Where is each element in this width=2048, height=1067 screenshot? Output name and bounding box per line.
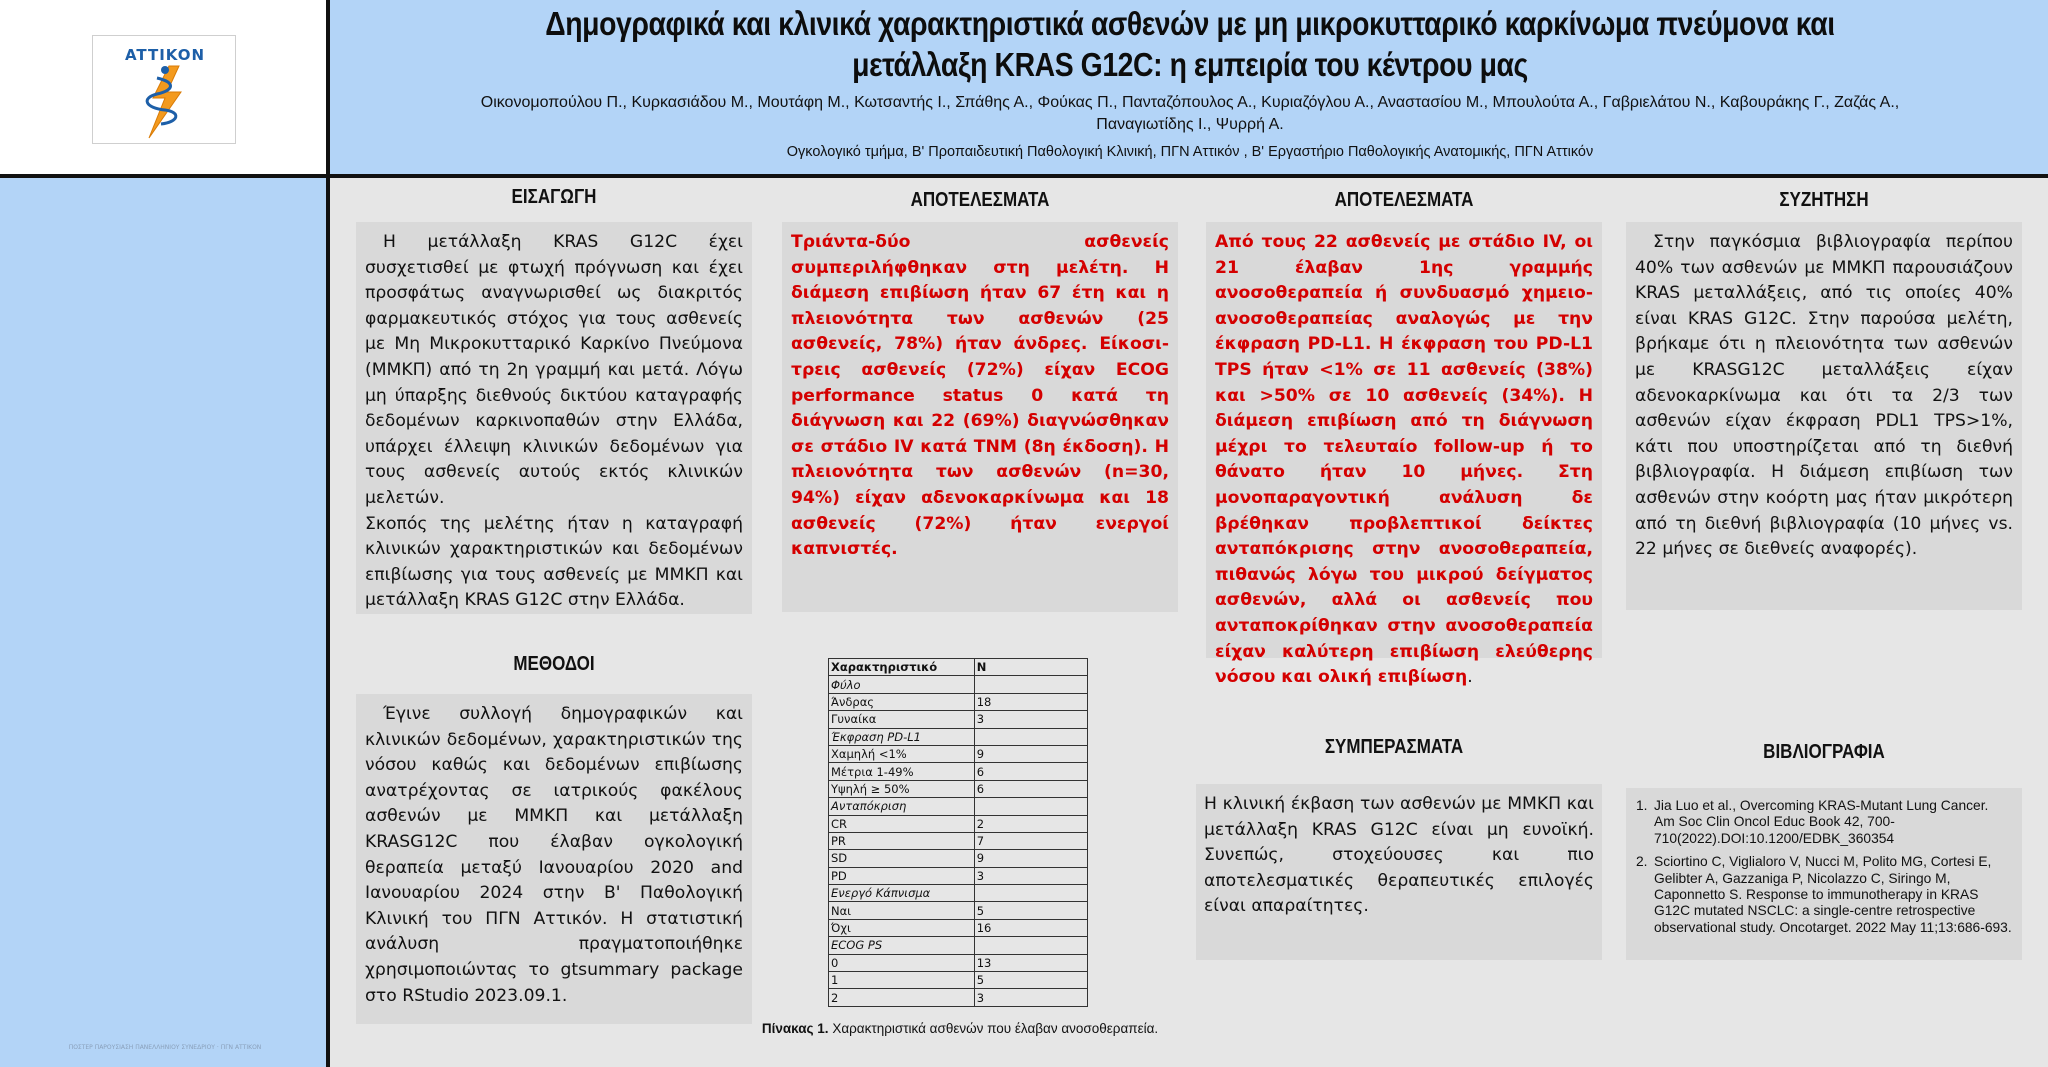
table-cell-label: Μέτρια 1-49% <box>829 763 975 780</box>
table-cell-label: ECOG PS <box>829 937 975 954</box>
table-cell-label: SD <box>829 850 975 867</box>
table-cell-value: 6 <box>974 763 1087 780</box>
table-header-n: N <box>974 659 1087 676</box>
table-row <box>829 919 1088 936</box>
table-cell-value: 5 <box>974 902 1087 919</box>
table-cell-value: 7 <box>974 832 1087 849</box>
reference-text: Jia Luo et al., Overcoming KRAS-Mutant Lung Cancer. Am Soc Clin Oncol Educ Book 42, 700-710(2022).DOI:10.1200/EDBK_360354 <box>1654 798 1989 846</box>
results-box-1 <box>782 222 1178 612</box>
table-cell-label: Άνδρας <box>829 693 975 710</box>
poster-affiliation: Ογκολογικό τμήμα, Β' Προπαιδευτική Παθολογική Κλινική, ΠΓΝ Αττικόν , Β' Εργαστήριο Παθολογικής Ανατομικής, ΠΓΝ Αττικόν <box>786 144 1594 160</box>
characteristics-table <box>828 658 1088 1007</box>
table-group-row <box>829 676 1088 693</box>
table-row <box>829 902 1088 919</box>
reference-number: 2. <box>1636 854 1648 870</box>
reference-item <box>1636 854 2012 936</box>
methods-text: Έγινε συλλογή δημογραφικών και κλινικών δεδομένων, χαρακτηριστικών της νόσου καθώς και δεδομένων επιβίωσης ανατρέχοντας σε ιατρικούς φακέλους ασθενών με ΜΜΚΠ και μετάλλαξη KRASG12C που έλαβαν ογκολογική θεραπεία μεταξύ Ιανουαρίου 2020 and Ιανουαρίου 2024 στην Β' Παθολογική Κλινική του ΠΓΝ Αττικόν. Η στατιστική ανάλυση πραγματοποιήθηκε χρησιμοποιώντας το gtsummary package στο RStudio 2023.09.1. <box>365 704 743 1006</box>
vertical-divider <box>326 0 330 1067</box>
table-row <box>829 763 1088 780</box>
sidebar-footnote: ΠΟΣΤΕΡ ΠΑΡΟΥΣΙΑΣΗ ΠΑΝΕΛΛΗΝΙΟΥ ΣΥΝΕΔΡΙΟΥ · ΠΓΝ ΑΤΤΙΚΟΝ <box>68 1044 262 1051</box>
table-cell-value <box>974 798 1087 815</box>
intro-paragraph-1: Η μετάλλαξη KRAS G12C έχει συσχετισθεί με φτωχή πρόγνωση και έχει προσφάτως αναγνωρισθεί ως διακριτός φαρμακευτικός στόχος για τους ασθενείς με Μη Μικροκυτταρικό Καρκίνο Πνεύμονα (ΜΜΚΠ) από τη 2η γραμμή και μετά. Λόγω μη ύπαρξης διεθνούς δικτύου καταγραφής δεδομένων καρκινοπαθών στην Ελλάδα, υπάρχει έλλειψη κλινικών δεδομένων για τους ασθενείς αυτούς εκτός κλινικών μελετών. <box>365 232 743 508</box>
table-row <box>829 693 1088 710</box>
table-cell-label: Ενεργό Κάπνισμα <box>829 885 975 902</box>
table-row <box>829 780 1088 797</box>
table-cell-value: 13 <box>974 954 1087 971</box>
references-box <box>1626 788 2022 960</box>
table-cell-label: Ανταπόκριση <box>829 798 975 815</box>
horizontal-divider <box>0 174 2048 178</box>
logo-text: ATTIKON <box>124 46 206 64</box>
table-cell-label: Ναι <box>829 902 975 919</box>
results-text-2-body: Από τους 22 ασθενείς με στάδιο IV, οι 21 έλαβαν 1ης γραμμής ανοσοθεραπεία ή συνδυασμό χημειο-ανοσοθεραπείας αναλογώς με την έκφραση PD-L1. Η έκφραση του PD-L1 TPS ήταν <1% σε 11 ασθενείς (38%) και >50% σε 10 ασθενείς (34%). Η διάμεση επιβίωση από τη διάγνωση μέχρι το τελευταίο follow-up ή το θάνατο ήταν 10 μήνες. Στη μονοπαραγοντική ανάλυση δε βρέθηκαν προβλεπτικοί δείκτες ανταπόκρισης στην ανοσοθεραπεία, πιθανώς λόγω του μικρού δείγματος ασθενών, αλλά οι ασθενείς που ανταποκρίθηκαν στην ανοσοθεραπεία είχαν καλύτερη επιβίωση ελεύθερης νόσου και ολική επιβίωση <box>1215 232 1593 688</box>
table-cell-value: 18 <box>974 693 1087 710</box>
table-group-row <box>829 728 1088 745</box>
results-text-2-tail: . <box>1467 667 1473 688</box>
reference-number: 1. <box>1636 798 1648 813</box>
reference-text: Sciortino C, Viglialoro V, Nucci M, Polito MG, Cortesi E, Gelibter A, Gazzaniga P, Nicolazzo C, Siringo M, Caponnetto S. Response to immunotherapy in KRAS G12C mutated NSCLC: a single-centre retrospective observational study. Oncotarget. 2022 May 11;13:686-693. <box>1654 854 2012 935</box>
table-cell-label: Φύλο <box>829 676 975 693</box>
poster-authors: Οικονομοπούλου Π., Κυρκασιάδου Μ., Μουτάφη Μ., Κωτσαντής Ι., Σπάθης Α., Φούκας Π., Πανταζόπουλος Α., Κυριαζόγλου Α., Αναστασίου Μ., Μπουλούτα Α., Γαβριελάτου Ν., Καβουράκης Γ., Ζαζάς Α., Παναγιωτίδης Ι., Ψυρρή Α. <box>480 94 1900 133</box>
methods-title: ΜΕΘΟΔΟΙ <box>513 653 595 675</box>
table-row <box>829 972 1088 989</box>
references-title: ΒΙΒΛΙΟΓΡΑΦΙΑ <box>1763 741 1885 763</box>
table-cell-label: Γυναίκα <box>829 711 975 728</box>
caduceus-lightning-icon <box>135 64 195 140</box>
table-caption-text: Χαρακτηριστικά ασθενών που έλαβαν ανοσοθεραπεία. <box>828 1021 1159 1036</box>
conclusions-title: ΣΥΜΠΕΡΑΣΜΑΤΑ <box>1324 736 1464 758</box>
intro-box <box>356 222 752 614</box>
table-cell-value: 3 <box>974 867 1087 884</box>
table-row <box>829 832 1088 849</box>
conclusions-text: Η κλινική έκβαση των ασθενών με ΜΜΚΠ και μετάλλαξη KRAS G12C είναι μη ευνοϊκή. Συνεπώς, στοχεύουσες και πιο αποτελεσματικές θεραπευτικές επιλογές είναι απαραίτητες. <box>1204 794 1594 917</box>
table-cell-label: 2 <box>829 989 975 1006</box>
table-row <box>829 711 1088 728</box>
table-row <box>829 850 1088 867</box>
table-cell-value: 5 <box>974 972 1087 989</box>
table-row <box>829 815 1088 832</box>
table-group-row <box>829 798 1088 815</box>
intro-title: ΕΙΣΑΓΩΓΗ <box>511 186 597 208</box>
discussion-title: ΣΥΖΗΤΗΣΗ <box>1779 189 1869 211</box>
results-title-1: ΑΠΟΤΕΛΕΣΜΑΤΑ <box>910 189 1050 211</box>
attikon-logo <box>92 35 236 144</box>
table-cell-value: 9 <box>974 850 1087 867</box>
table-header-characteristic: Χαρακτηριστικό <box>829 659 975 676</box>
table-cell-label: PD <box>829 867 975 884</box>
table-cell-value <box>974 676 1087 693</box>
sidebar <box>0 176 326 1067</box>
results-box-2 <box>1206 222 1602 688</box>
references-list <box>1636 798 2012 936</box>
table-cell-value: 2 <box>974 815 1087 832</box>
table-cell-label: 1 <box>829 972 975 989</box>
table-cell-value <box>974 885 1087 902</box>
table-header-row <box>829 659 1088 676</box>
results-text-1: Τριάντα-δύο ασθενείς συμπεριλήφθηκαν στη μελέτη. Η διάμεση επιβίωση ήταν 67 έτη και η πλειονότητα των ασθενών (25 ασθενείς, 78%) ήταν άνδρες. Είκοσι-τρεις ασθενείς (72%) είχαν ECOG performance status 0 κατά τη διάγνωση και 22 (69%) διαγνώσθηκαν σε στάδιο IV κατά TNM (8η έκδοση). Η πλειονότητα των ασθενών (n=30, 94%) είχαν αδενοκαρκίνωμα και 18 ασθενείς (72%) ήταν ενεργοί καπνιστές. <box>791 232 1169 560</box>
table-caption-label: Πίνακας 1. <box>761 1021 829 1036</box>
table-row <box>829 745 1088 762</box>
results-title-2: ΑΠΟΤΕΛΕΣΜΑΤΑ <box>1334 189 1474 211</box>
table-cell-label: Έκφραση PD-L1 <box>829 728 975 745</box>
table-cell-value: 16 <box>974 919 1087 936</box>
table-cell-label: CR <box>829 815 975 832</box>
methods-box <box>356 694 752 1024</box>
reference-item <box>1636 798 2012 847</box>
table-cell-value: 9 <box>974 745 1087 762</box>
table-cell-value: 3 <box>974 711 1087 728</box>
logo-panel <box>0 0 326 176</box>
table-group-row <box>829 885 1088 902</box>
table-caption <box>700 1021 1220 1036</box>
table-cell-value: 6 <box>974 780 1087 797</box>
header-banner <box>330 0 2048 174</box>
results-text-2 <box>1215 230 1593 691</box>
discussion-box <box>1626 222 2022 610</box>
table-cell-label: Χαμηλή <1% <box>829 745 975 762</box>
table-cell-value: 3 <box>974 989 1087 1006</box>
conclusions-box <box>1196 784 1602 960</box>
table-cell-value <box>974 937 1087 954</box>
table-cell-label: 0 <box>829 954 975 971</box>
table-cell-label: PR <box>829 832 975 849</box>
table-cell-label: Υψηλή ≥ 50% <box>829 780 975 797</box>
table-cell-value <box>974 728 1087 745</box>
table-row <box>829 867 1088 884</box>
table-cell-label: Όχι <box>829 919 975 936</box>
table-row <box>829 989 1088 1006</box>
intro-paragraph-2: Σκοπός της μελέτης ήταν η καταγραφή κλινικών χαρακτηριστικών και δεδομένων επιβίωσης για τους ασθενείς με ΜΜΚΠ και μετάλλαξη KRAS G12C στην Ελλάδα. <box>365 513 743 611</box>
poster-title: Δημογραφικά και κλινικά χαρακτηριστικά ασθενών με μη μικροκυτταρικό καρκίνωμα πνεύμονα και μετάλλαξη KRAS G12C: η εμπειρία του κέντρου μας <box>545 5 1835 83</box>
table-group-row <box>829 937 1088 954</box>
table-row <box>829 954 1088 971</box>
discussion-text: Στην παγκόσμια βιβλιογραφία περίπου 40% των ασθενών με ΜΜΚΠ παρουσιάζουν KRAS μεταλλάξεις, από τις οποίες 40% είναι KRAS G12C. Στην παρούσα μελέτη, βρήκαμε ότι η πλειονότητα των ασθενών με KRASG12C μεταλλάξεις είχαν αδενοκαρκίνωμα και ότι τα 2/3 των ασθενών είχαν έκφραση PDL1 TPS>1%, κάτι που υποστηρίζεται από τη διεθνή βιβλιογραφία. Η διάμεση επιβίωση των ασθενών στην κοόρτη μας ήταν μικρότερη από τη διεθνή βιβλιογραφία (10 μήνες vs. 22 μήνες σε διεθνείς αναφορές). <box>1635 232 2013 560</box>
